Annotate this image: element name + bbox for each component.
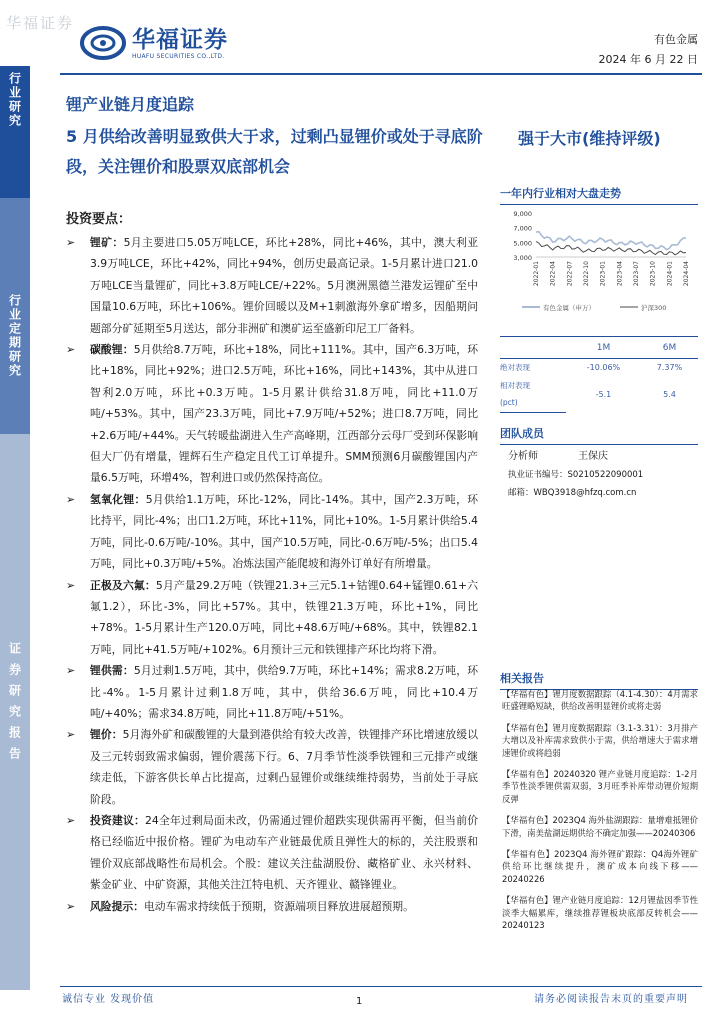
y-tick-label: 3,000 xyxy=(513,254,532,262)
related-reports-title: 相关报告 xyxy=(500,670,698,690)
related-report-link[interactable]: 【华福有色】2023Q4 海外盐湖跟踪：量增难抵锂价下滑，南美盐湖远期供给不确定加强——20240306 xyxy=(502,815,698,838)
arrow-icon: ➢ xyxy=(66,899,76,913)
huafu-logo-icon xyxy=(80,26,126,60)
x-tick-label: 2024-01 xyxy=(666,261,674,287)
y-tick-label: 9,000 xyxy=(513,210,532,218)
related-report-link[interactable]: 【华福有色】锂产业链月度追踪：12月锂盐因季节性淡季大幅累库，继续推荐锂板块底部反转机会——20240123 xyxy=(502,895,698,931)
arrow-icon: ➢ xyxy=(66,236,76,249)
company-logo xyxy=(80,26,228,60)
point-supply-demand: ➢ 锂供需：5月过剩1.5万吨，其中，供给9.7万吨，环比+14%；需求8.2万吨，环比-4%。1-5月累计过剩1.8万吨，其中，供给36.6万吨，同比+10.4万吨/+40%；需求34.8万吨，同比+11.8万吨/+51%。 xyxy=(66,660,478,724)
arrow-icon: ➢ xyxy=(66,343,76,357)
related-report-link[interactable]: 【华福有色】20240320 锂产业链月度追踪：1-2月季节性淡季锂供需双弱，3月旺季补库带动锂价短期反弹 xyxy=(502,769,698,804)
point-investment-advice: ➢ 投资建议：24全年过剩局面未改，仍需通过锂价超跌实现供需再平衡，但当前价格已经临近中报价格。锂矿为电动车产业链最优质且弹性大的标的，关注股票和锂价双底部战略性布局机会。个股：建议关注盐湖股份、藏格矿业、永兴材料、紫金矿业、中矿资源，其他关注江特电机、天齐锂业、赣锋锂业。 xyxy=(66,810,478,896)
company-name-cn: 华福证券 xyxy=(132,26,228,53)
arrow-icon: ➢ xyxy=(66,664,76,678)
investment-points xyxy=(66,232,478,917)
table-row xyxy=(500,377,698,395)
team-section-title: 团队成员 xyxy=(500,425,698,445)
section-title: 锂产业链月度追踪 xyxy=(66,95,195,114)
legend-label: 有色金属（申万） xyxy=(543,304,595,312)
sidebar-block-industry: 行业研究 xyxy=(0,66,30,198)
chart-section-title: 一年内行业相对大盘走势 xyxy=(500,185,698,205)
arrow-icon: ➢ xyxy=(66,578,76,592)
sector-label: 有色金属 xyxy=(654,33,698,46)
x-tick-label: 2023-01 xyxy=(599,261,607,287)
rating-badge: 强于大市(维持评级) xyxy=(518,129,661,148)
point-lithium-hydroxide: ➢ 氢氧化锂：5月供给1.1万吨，环比-12%，同比-14%。其中，国产2.3万吨，环比持平，同比-4%；出口1.2万吨，环比+11%，同比+10%。1-5月累计供给5.4万吨，同比-0.6万吨/-10%。其中，国产10.5万吨，同比-0.6万吨/-5%；出口5.4万吨，同比+0.3万吨/+5%。冶炼法国产能爬坡和海外订单好有所增量。 xyxy=(66,489,478,575)
table-cell: -5.1 xyxy=(595,390,612,399)
table-cell: -10.06% xyxy=(586,363,621,373)
point-lithium-carbonate: ➢ 碳酸锂：5月供给8.7万吨，环比+18%，同比+111%。其中，国产6.3万吨，环比+18%，同比+92%；进口2.5万吨，环比+16%，同比+143%，其中从进口智利2.0万吨，环比+0.3万吨。1-5月累计供给31.8万吨，同比+11.0万吨/+53%。其中，国产23.3万吨，同比+7.9万吨/+52%；进口8.7万吨，同比+2.6万吨/+44%。天气转暖盐湖进入生产高峰期，江西部分云母厂受到环保影响但大厂仍有增量，锂辉石生产稳定且代工订单提升。SMM预测6月碳酸锂国内产量6.5万吨，环增4%，智利进口或仍然保持高位。 xyxy=(66,339,478,489)
table-header: 1M xyxy=(566,337,641,359)
point-risk: ➢ 风险提示：电动车需求持续低于预期，资源端项目释放进展超预期。 xyxy=(66,896,478,917)
analyst-role: 分析师 xyxy=(508,451,538,462)
table-cell: 5.4 xyxy=(663,390,676,399)
sidebar-block-research: 证券研究报告 xyxy=(0,434,30,990)
performance-table xyxy=(500,336,698,413)
legend-label: 沪深300 xyxy=(641,304,667,312)
related-reports-list xyxy=(502,688,698,941)
y-tick-label: 7,000 xyxy=(513,224,532,233)
footer-slogan: 诚信专业 发现价值 xyxy=(62,994,155,1005)
table-row xyxy=(500,359,698,377)
cert-label: 执业证书编号： xyxy=(508,470,568,480)
arrow-icon: ➢ xyxy=(66,492,76,506)
table-cell: 7.37% xyxy=(656,363,683,373)
x-tick-label: 2022-10 xyxy=(583,261,590,287)
analyst-email[interactable]: WBQ3918@hfzq.com.cn xyxy=(533,488,637,498)
point-lithium-price: ➢ 锂价：5月海外矿和碳酸锂的大量到港供给有较大改善，铁锂排产环比增速放缓以及三元转弱致需求偏弱，锂价震荡下行。6、7月季节性淡季铁锂和三元排产或继续走低，下游客供长单占比提高，过剩凸显锂价或继续维持弱势，当前处于寻底阶段。 xyxy=(66,724,478,810)
row-label: 绝对表现 xyxy=(500,362,530,372)
analyst-card xyxy=(508,448,643,502)
arrow-icon: ➢ xyxy=(66,813,76,827)
series-line xyxy=(536,242,686,255)
x-tick-label: 2022-07 xyxy=(566,261,574,287)
related-report-link[interactable]: 【华福有色】锂月度数据跟踪（4.1-4.30）：4月需求旺盛锂略短缺，供给改善明显锂价或将走弱 xyxy=(502,689,698,712)
footer-disclaimer: 请务必阅读报告末页的重要声明 xyxy=(534,994,688,1005)
sidebar-block-periodic: 行业定期研究 xyxy=(0,198,30,434)
company-name-en: HUAFU SECURITIES CO.,LTD. xyxy=(132,52,225,60)
related-report-link[interactable]: 【华福有色】2023Q4 海外锂矿跟踪：Q4海外锂矿供给环比继续提升，澳矿成本向线下移——20240226 xyxy=(502,849,698,884)
x-tick-label: 2023-10 xyxy=(649,261,657,287)
x-tick-label: 2022-04 xyxy=(549,261,557,287)
point-cathode: ➢ 正极及六氟：5月产量29.2万吨（铁锂21.3+三元5.1+钴锂0.64+锰锂0.61+六氟1.2），环比-3%，同比+57%。其中，铁锂21.3万吨，环比+1%，同比+78%。1-5月累计生产120.0万吨，同比+48.6万吨/+68%。其中，铁锂82.1万吨，同比+41.5万吨/+102%。6月预计三元和铁锂排产环比均将下滑。 xyxy=(66,575,478,661)
email-label: 邮箱： xyxy=(508,488,534,498)
x-tick-label: 2024-04 xyxy=(683,261,690,287)
watermark: 华福证券 xyxy=(6,14,75,32)
row-label: 相对表现 xyxy=(500,380,530,390)
table-header xyxy=(500,337,566,359)
header-divider xyxy=(60,73,702,75)
footer-divider xyxy=(60,986,702,987)
page-number: 1 xyxy=(356,996,363,1007)
x-tick-label: 2023-07 xyxy=(633,261,640,287)
cert-number: S0210522090001 xyxy=(567,470,644,480)
x-tick-label: 2022-01 xyxy=(533,261,540,287)
row-label: (pct) xyxy=(500,395,566,413)
x-tick-label: 2023-04 xyxy=(616,261,624,287)
report-date: 2024 年 6 月 22 日 xyxy=(598,53,698,66)
arrow-icon: ➢ xyxy=(66,728,76,742)
page-title: 5 月供给改善明显致供大于求，过剩凸显锂价或处于寻底阶段，关注锂价和股票双底部机会 xyxy=(66,127,483,176)
relative-performance-chart xyxy=(500,205,698,323)
related-report-link[interactable]: 【华福有色】锂月度数据跟踪（3.1-3.31）：3月排产大增以及补库需求致供小于需，供给增速大于需求增速锂价或将趋弱 xyxy=(502,722,698,758)
table-header: 6M xyxy=(641,337,698,359)
analyst-name: 王保庆 xyxy=(578,451,608,462)
investment-title: 投资要点： xyxy=(66,212,132,227)
y-tick-label: 5,000 xyxy=(513,239,532,248)
point-lithium-ore: ➢ 锂矿：5月主要进口5.05万吨LCE，环比+28%，同比+46%，其中，澳大利亚3.9万吨LCE，环比+42%，同比+94%，创历史最高记录。1-5月累计进口21.0万吨LCE当量锂矿，同比+3.8万吨LCE/+22%。5月澳洲黑德兰港发运锂矿至中国量10.6万吨，环比+106%。锂价回暖以及M+1刺激海外拿矿增多，因船期问题部分矿延期至5月送达，部分非洲矿和澳矿运至盛新印尼工厂备料。 xyxy=(66,232,478,339)
header-info xyxy=(599,30,698,70)
